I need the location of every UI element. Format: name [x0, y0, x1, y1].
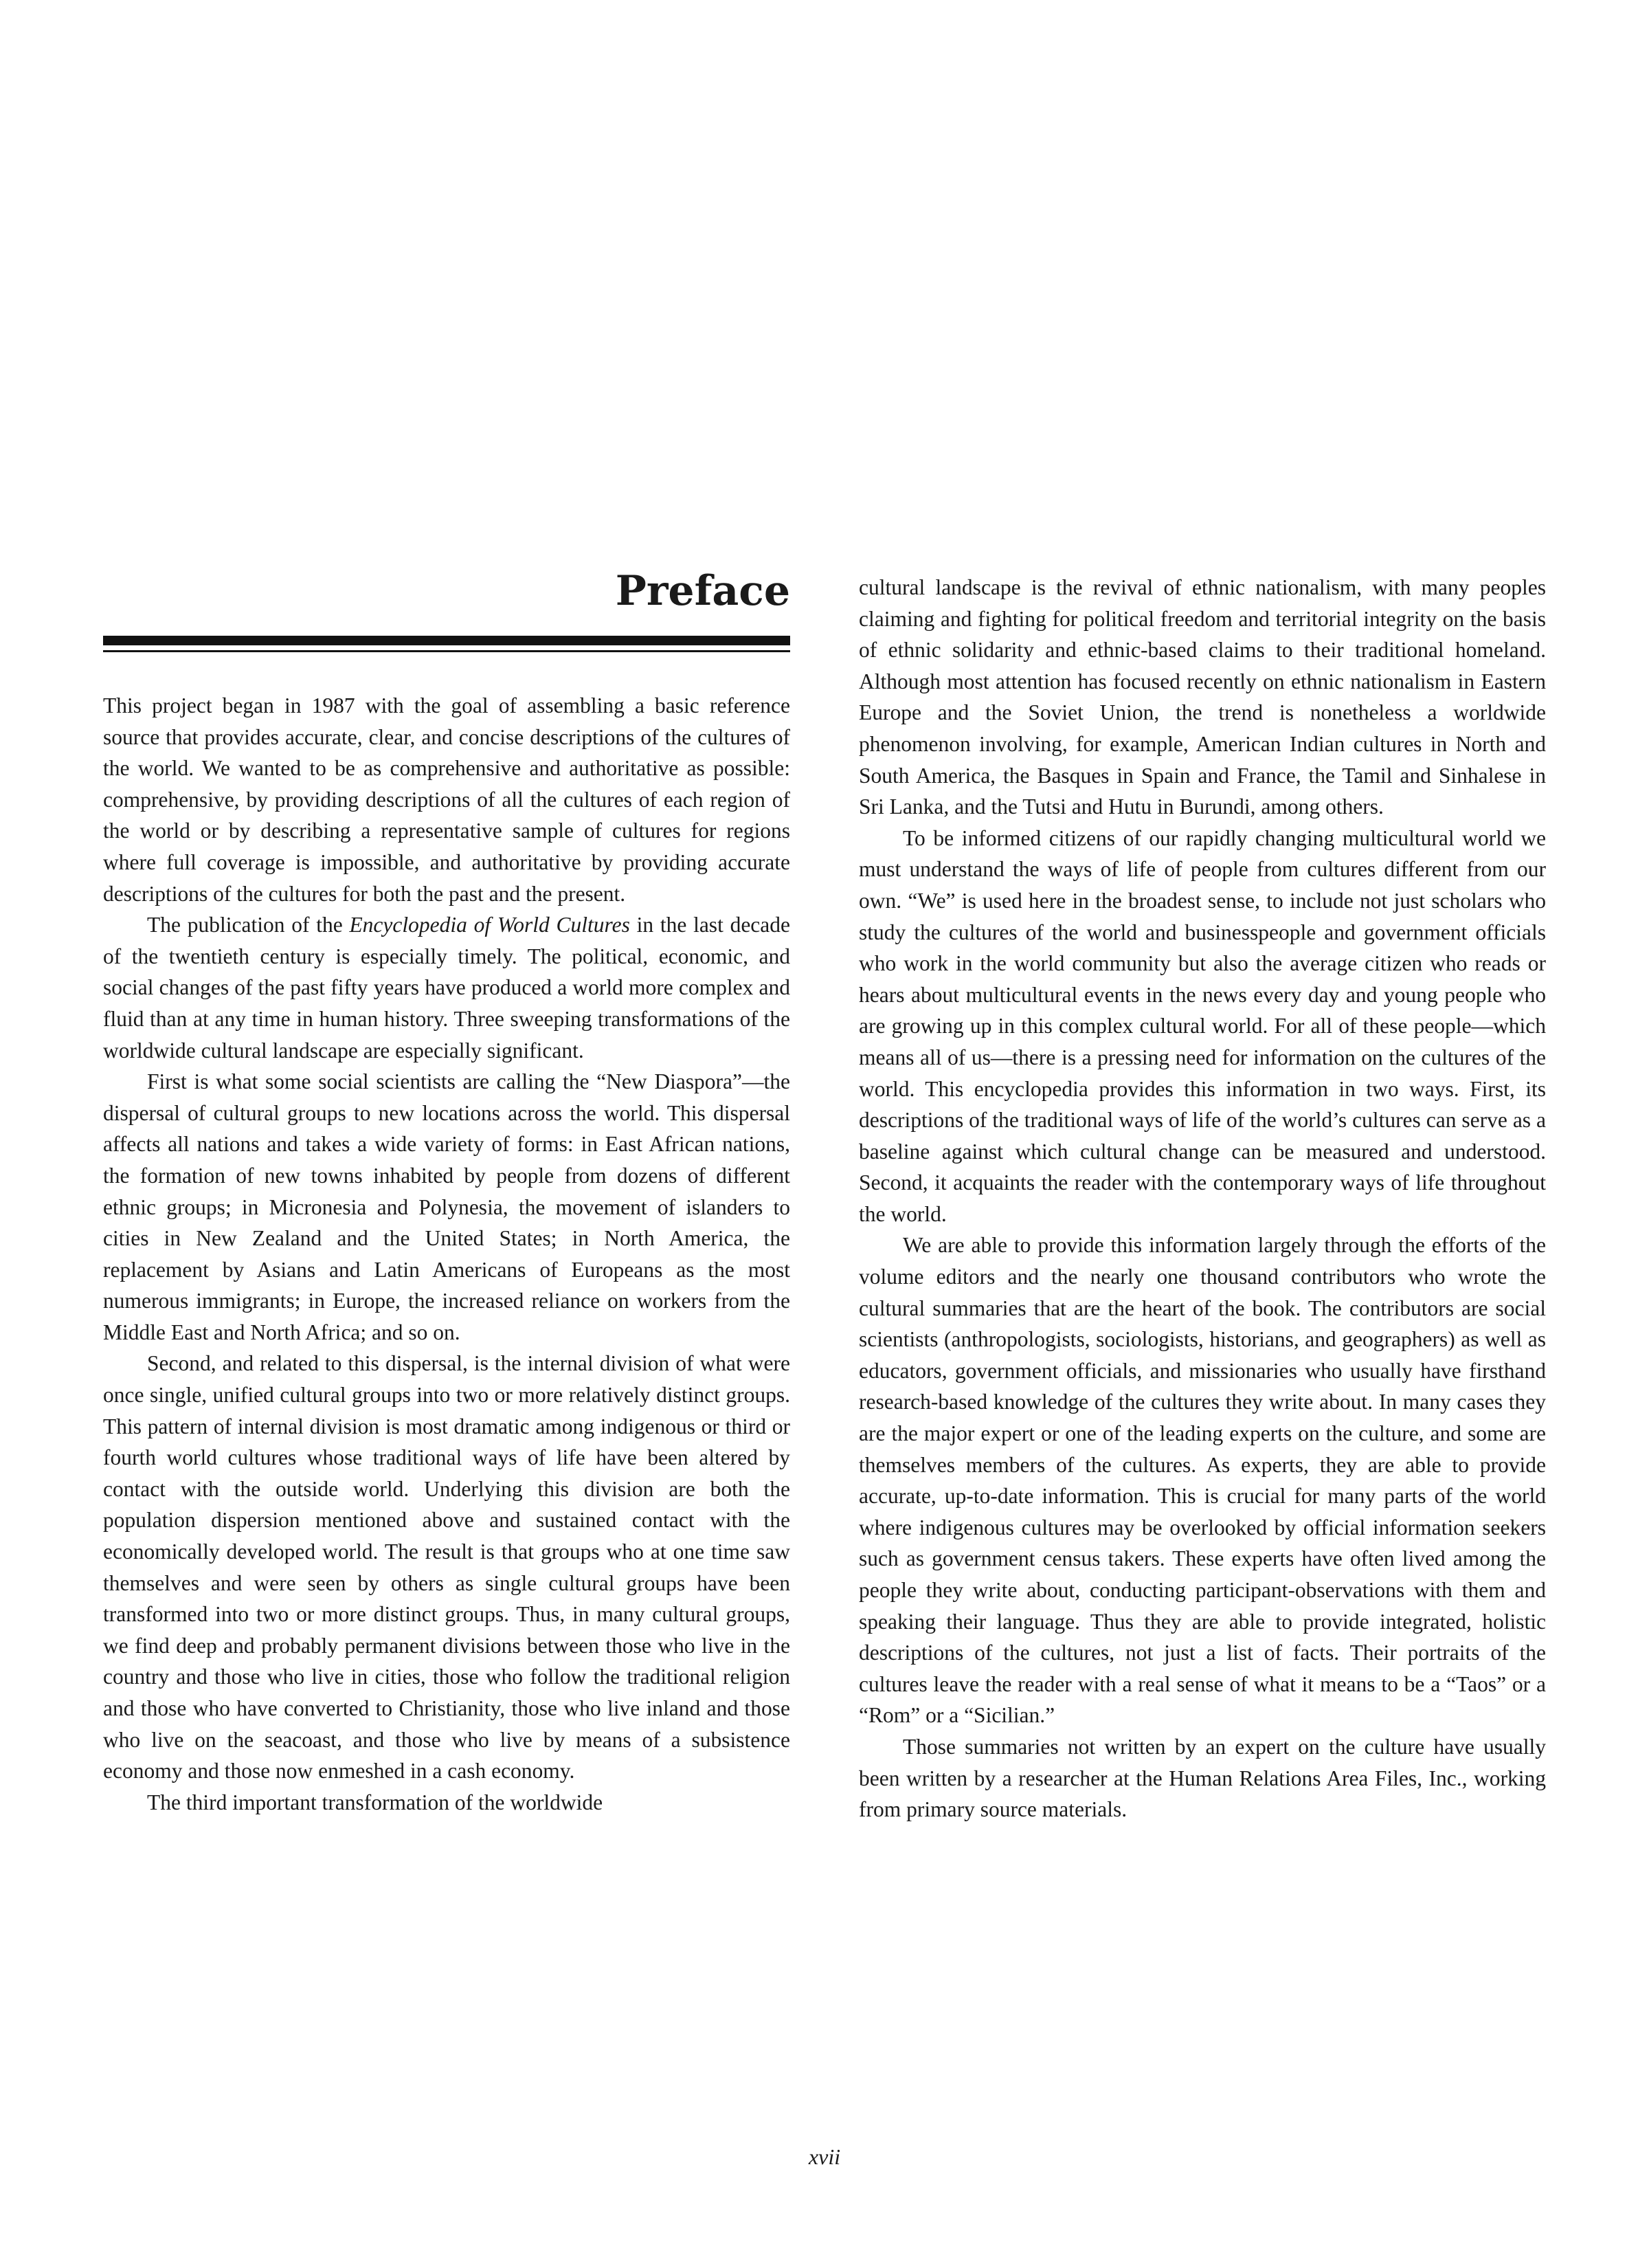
- left-column: [103, 690, 790, 1818]
- paragraph: To be informed citizens of our rapidly changing multicultural world we must understand the ways of life of people from cultures different from our own. “We” is used here in the broadest sense, to include not just scholars who study the cultures of the world and businesspeople and government officials who work in the world community but also the average citizen who reads or hears about multicultural events in the news every day and young people who are growing up in this complex cultural world. For all of these people—which means all of us—there is a pressing need for information on the cultures of the world. This encyclopedia provides this information in two ways. First, its descriptions of the traditional ways of life of the world’s cultures can serve as a baseline against which cultural change can be measured and understood. Second, it acquaints the reader with the contemporary ways of life throughout the world.: [859, 825, 1546, 1226]
- paragraph: First is what some social scientists are calling the “New Diaspora”—the dispersal of cultural groups to new locations across the world. This dispersal affects all nations and takes a wide variety of forms: in East African nations, the formation of new towns inhabited by people from dozens of different ethnic groups; in Micronesia and Polynesia, the movement of islanders to cities in New Zealand and the United States; in North America, the replacement by Asians and Latin Americans of Europeans as the most numerous immigrants; in Europe, the increased reliance on workers from the Middle East and North Africa; and so on.: [103, 1069, 790, 1344]
- paragraph: Those summaries not written by an expert on the culture have usually been written by a researcher at the Human Relations Area Files, Inc., working from primary source materials.: [859, 1734, 1546, 1822]
- paragraph: Second, and related to this dispersal, is the internal division of what were once single, unified cultural groups into two or more relatively distinct groups. This pattern of internal division is most dramatic among indigenous or third or fourth world cultures whose traditional ways of life have been altered by contact with the outside world. Underlying this division are both the population dispersion mentioned above and sustained contact with the economically developed world. The result is that groups who at one time saw themselves and were seen by others as single cultural groups have been transformed into two or more distinct groups. Thus, in many cultural groups, we find deep and probably permanent divisions between those who live in the country and those who live in cities, those who follow the traditional religion and those who have converted to Christianity, those who live inland and those who live on the seacoast, and those who live by means of a subsistence economy and those now enmeshed in a cash economy.: [103, 1351, 790, 1783]
- paragraph: This project began in 1987 with the goal of assembling a basic reference source that provides accurate, clear, and concise descriptions of the cultures of the world. We wanted to be as comprehensive and authoritative as possible: comprehensive, by providing descriptions of all the cultures of each region of the world or by describing a representative sample of cultures for regions where full coverage is impossible, and authoritative by providing accurate descriptions of the cultures for both the past and the present.: [103, 693, 790, 906]
- book-title: Encyclopedia of World Cultures: [349, 913, 630, 937]
- page-number: xvii: [808, 2144, 841, 2169]
- paragraph: cultural landscape is the revival of ethnic nationalism, with many peoples claiming and fighting for political freedom and territorial integrity on the basis of ethnic solidarity and ethnic-based claims to their traditional homeland. Although most attention has focused recently on ethnic nationalism in Eastern Europe and the Soviet Union, the trend is nonetheless a worldwide phenomenon involving, for example, American Indian cultures in North and South America, the Basques in Spain and France, the Tamil and Sinhalese in Sri Lanka, and the Tutsi and Hutu in Burundi, among others.: [859, 575, 1546, 819]
- page-title: Preface: [615, 567, 790, 615]
- paragraph: The third important transformation of the worldwide: [147, 1790, 603, 1814]
- title-rule-thin: [103, 650, 790, 652]
- paragraph: The publication of the Encyclopedia of World Cultures in the last decade of the twentieth century is especially timely. The political, economic, and social changes of the past fifty years have produced a world more complex and fluid than at any time in human history. Three sweeping transformations of the worldwide cultural landscape are especially significant.: [103, 913, 790, 1063]
- paragraph: We are able to provide this information largely through the efforts of the volume editors and the nearly one thousand contributors who wrote the cultural summaries that are the heart of the book. The contributors are social scientists (anthropologists, sociologists, historians, and geographers) as well as educators, government officials, and missionaries who usually have firsthand research-based knowledge of the cultures they write about. In many cases they are the major expert or one of the leading experts on the culture, and some are themselves members of the cultures. As experts, they are able to provide accurate, up-to-date information. This is crucial for many parts of the world where indigenous cultures may be overlooked by official information seekers such as government census takers. These experts have often lived among the people they write about, conducting participant-observations with them and speaking their language. Thus they are able to provide integrated, holistic descriptions of the cultures, not just a list of facts. Their portraits of the cultures leave the reader with a real sense of what it means to be a “Taos” or a “Rom” or a “Sicilian.”: [859, 1233, 1546, 1728]
- right-column: [859, 572, 1546, 1825]
- title-rule-thick: [103, 636, 790, 645]
